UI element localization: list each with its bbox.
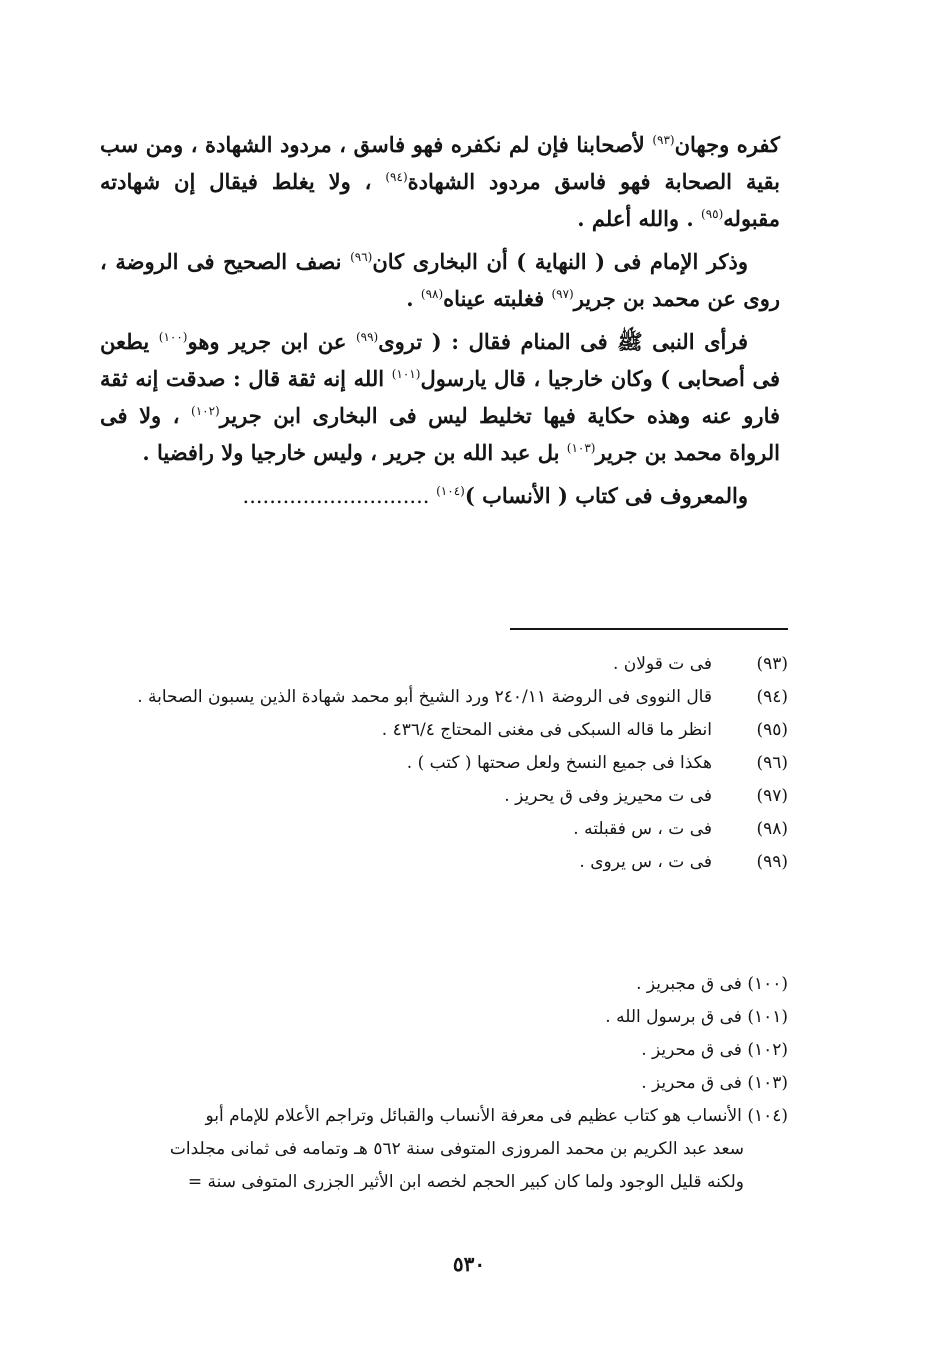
footnote-number: (١٠٤)	[747, 1106, 788, 1126]
footnote-ref: (٩٨)	[420, 287, 444, 301]
footnote-item	[108, 681, 788, 714]
text-run: . والله أعلم .	[577, 206, 702, 231]
footnote-ref: (١٠١)	[391, 367, 421, 381]
text-run: فرأى النبى ﷺ فى المنام فقال : ( تروى	[378, 329, 748, 354]
footnote-separator	[510, 628, 788, 630]
ellipsis-leader: ............................	[242, 484, 437, 508]
text-run: ، ولا يغلط فيقال إن شهادته مقبوله	[100, 169, 780, 231]
footnote-item	[108, 714, 788, 747]
footnote-ref: (٩٣)	[652, 133, 675, 147]
text-run: وذكر الإمام فى ( النهاية ) أن البخارى كان	[372, 249, 748, 274]
paragraph-3	[100, 323, 780, 471]
footnote-text: فى ت محيريز وفى ق يحريز .	[504, 786, 712, 806]
footnote-item	[108, 780, 788, 813]
text-run: عن ابن جرير وهو	[187, 329, 356, 354]
footnote-number: (١٠٣)	[747, 1073, 788, 1093]
footnote-ref: (٩٦)	[350, 250, 373, 264]
footnote-text: فى ت ، س يروى .	[579, 852, 712, 872]
footnote-item	[108, 846, 788, 879]
footnotes-block	[108, 648, 788, 879]
footnote-item	[108, 813, 788, 846]
footnote-item	[108, 968, 788, 1001]
text-run: الله إنه ثقة قال : صدقت إنه ثقة فارو عنه وهذه حكاية فيها تخليط ليس فى البخارى ابن جرير	[100, 366, 781, 428]
text-run: والمعروف فى كتاب ( الأنساب )	[464, 483, 748, 508]
text-run: فغلبته عيناه	[443, 286, 552, 311]
footnote-item	[108, 747, 788, 780]
footnote-text: ولكنه قليل الوجود ولما كان كبير الحجم لخصه ابن الأثير الجزرى المتوفى سنة =	[187, 1172, 744, 1192]
paragraph-2	[100, 243, 780, 317]
paragraph-1	[100, 126, 780, 237]
footnote-text: فى ق محريز .	[641, 1040, 742, 1060]
text-run: لأصحابنا فإن لم نكفره فهو فاسق ، مردود الشهادة ، ومن سب بقية الصحابة فهو فاسق مردود الشهادة	[100, 132, 781, 194]
footnote-ref: (١٠٠)	[158, 330, 188, 344]
paragraph-4	[100, 477, 780, 515]
footnote-number: (١٠٢)	[747, 1040, 788, 1060]
footnote-number: (٩٥)	[756, 720, 788, 740]
footnote-number: (٩٣)	[756, 654, 788, 674]
footnote-item	[108, 1034, 788, 1067]
footnote-text: فى ق محريز .	[641, 1073, 742, 1093]
main-text	[100, 126, 780, 515]
footnote-text: الأنساب هو كتاب عظيم فى معرفة الأنساب والقبائل وتراجم الأعلام للإمام أبو	[205, 1106, 742, 1126]
footnote-number: (٩٤)	[756, 687, 788, 707]
footnote-text: فى ت ، س فقبلته .	[573, 819, 712, 839]
text-run: بل عبد الله بن جرير ، وليس خارجيا ولا رافضيا .	[142, 440, 567, 465]
footnote-item	[108, 1001, 788, 1034]
footnote-ref: (٩٧)	[551, 287, 574, 301]
footnote-ref: (١٠٣)	[566, 441, 596, 455]
footnote-text: هكذا فى جميع النسخ ولعل صحتها ( كتب ) .	[406, 753, 712, 773]
text-run: كفره وجهان	[674, 132, 780, 157]
footnote-text: فى ق مجبريز .	[636, 974, 742, 994]
footnote-number: (١٠١)	[747, 1007, 788, 1027]
footnote-number: (٩٦)	[756, 753, 788, 773]
footnote-number: (٩٩)	[756, 852, 788, 872]
footnote-text: فى ق برسول الله .	[605, 1007, 742, 1027]
page-number: ٥٣٠	[452, 1252, 486, 1276]
footnote-ref: (١٠٢)	[191, 404, 220, 418]
footnote-ref: (٩٥)	[701, 207, 724, 221]
footnote-ref: (٩٩)	[355, 330, 379, 344]
footnote-number: (١٠٠)	[747, 974, 788, 994]
footnote-item	[108, 648, 788, 681]
footnote-text: انظر ما قاله السبكى فى مغنى المحتاج ٤٣٦/٤ .	[381, 720, 712, 740]
footnote-item	[108, 1100, 788, 1199]
footnote-text: قال النووى فى الروضة ٢٤٠/١١ ورد الشيخ أبو محمد شهادة الذين يسبون الصحابة .	[137, 687, 712, 707]
footnote-number: (٩٧)	[756, 786, 788, 806]
text-run: .	[406, 286, 421, 311]
footnote-item	[108, 1067, 788, 1100]
text-run: ، ولا فى الرواة محمد بن جرير	[100, 403, 780, 465]
footnotes-block-2	[108, 968, 788, 1199]
footnote-ref: (٩٤)	[385, 170, 408, 184]
footnote-text: سعد عبد الكريم بن محمد المروزى المتوفى سنة ٥٦٢ هـ وتمامه فى ثمانى مجلدات	[169, 1139, 744, 1159]
text-run: يطعن فى أصحابى ) وكان خارجيا ، قال يارسول	[100, 329, 780, 391]
footnote-number: (٩٨)	[756, 819, 788, 839]
footnote-text: فى ت قولان .	[612, 654, 712, 674]
footnote-ref: (١٠٤)	[436, 484, 465, 498]
text-run: نصف الصحيح فى الروضة ، روى عن محمد بن جرير	[100, 249, 780, 311]
